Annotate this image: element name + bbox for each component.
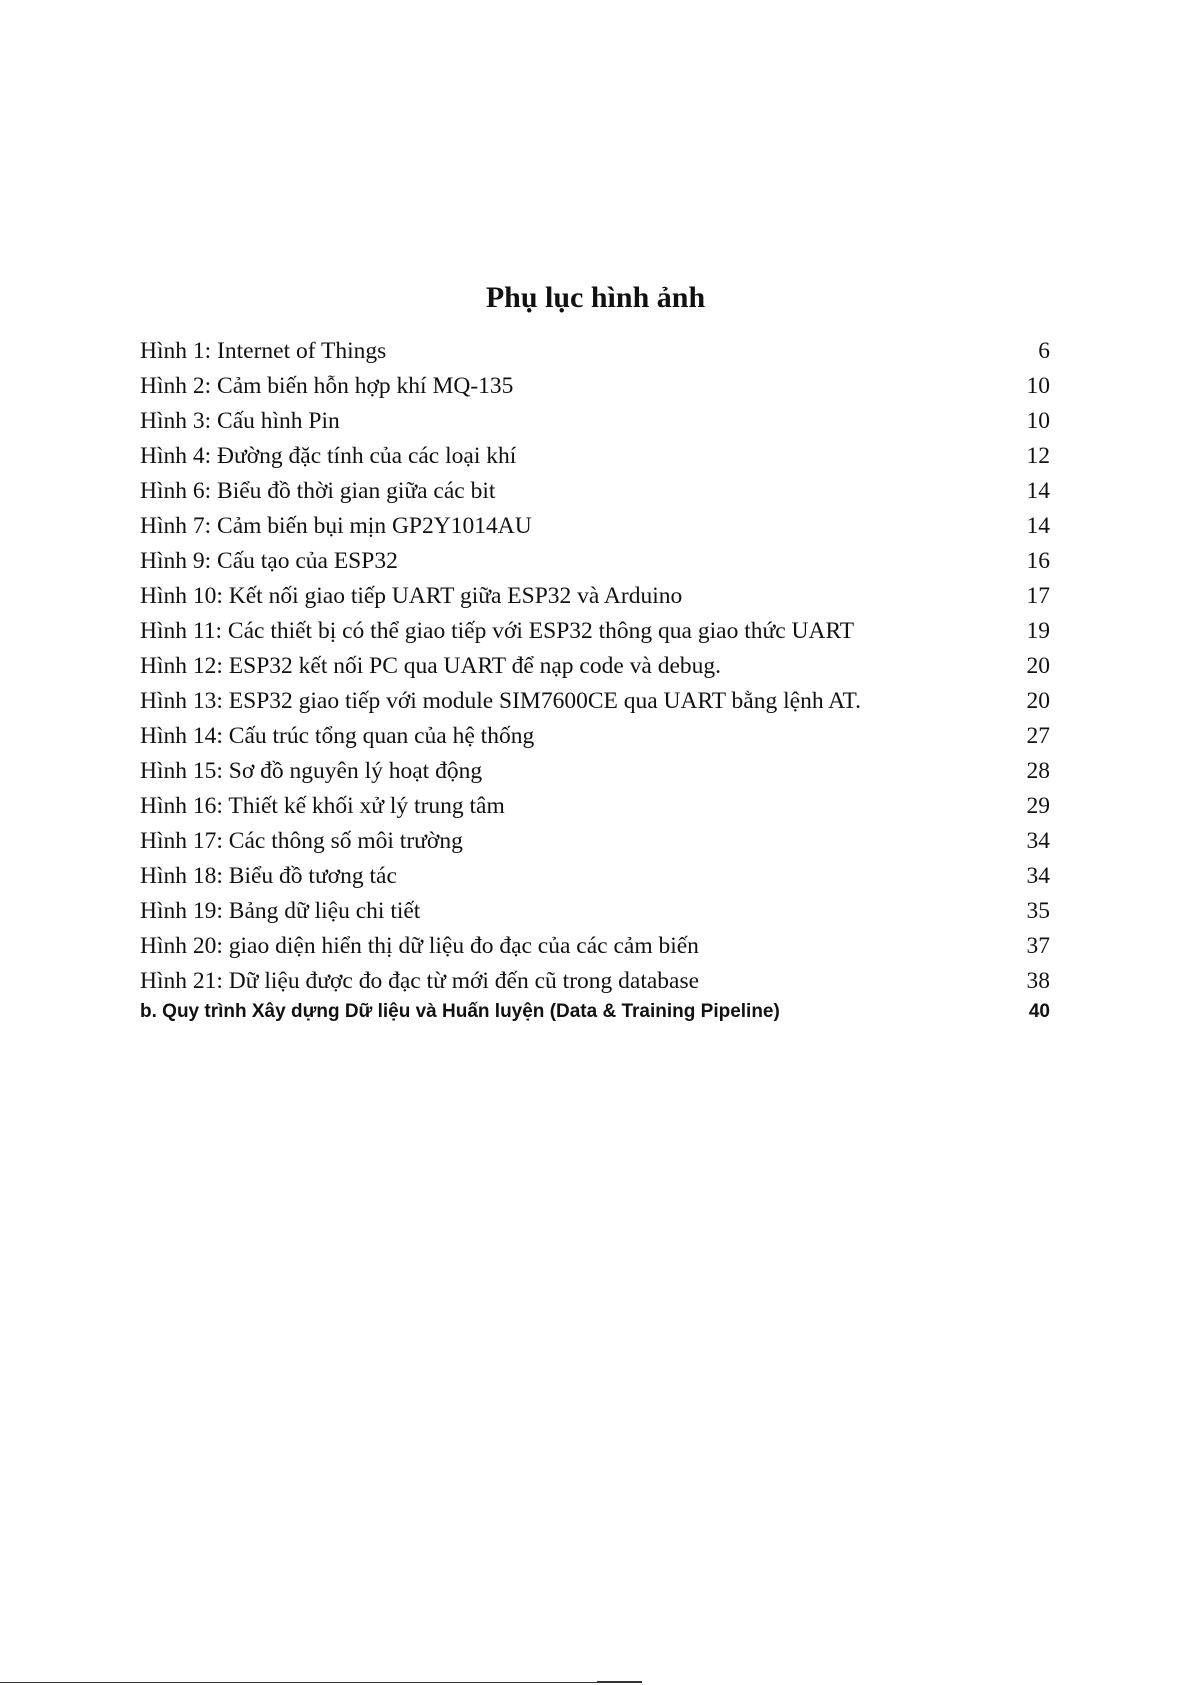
list-item[interactable]	[140, 579, 1050, 614]
entry-label: Hình 4: Đường đặc tính của các loại khí	[140, 443, 517, 469]
entry-page-number: 10	[1026, 408, 1050, 434]
entry-page-number: 17	[1026, 583, 1050, 609]
entry-label: Hình 16: Thiết kế khối xử lý trung tâm	[140, 793, 505, 819]
entry-page-number: 34	[1026, 863, 1050, 889]
entry-label: Hình 2: Cảm biến hỗn hợp khí MQ-135	[140, 373, 514, 399]
entry-label: Hình 17: Các thông số môi trường	[140, 828, 463, 854]
footer-divider	[0, 1682, 640, 1683]
entry-page-number: 34	[1026, 828, 1050, 854]
entry-page-number: 35	[1026, 898, 1050, 924]
list-item[interactable]	[140, 474, 1050, 509]
entry-label: Hình 20: giao diện hiển thị dữ liệu đo đạc của các cảm biến	[140, 933, 699, 959]
entry-page-number: 28	[1026, 758, 1050, 784]
entry-label: Hình 21: Dữ liệu được đo đạc từ mới đến cũ trong database	[140, 968, 700, 994]
entry-label: Hình 12: ESP32 kết nối PC qua UART để nạp code và debug.	[140, 653, 722, 679]
list-item[interactable]	[140, 439, 1050, 474]
list-item[interactable]	[140, 719, 1050, 754]
entry-page-number: 6	[1038, 338, 1050, 364]
entry-page-number: 10	[1026, 373, 1050, 399]
list-item[interactable]	[140, 754, 1050, 789]
list-item[interactable]	[140, 614, 1050, 649]
entry-label: Hình 7: Cảm biến bụi mịn GP2Y1014AU	[140, 513, 532, 539]
section-entry[interactable]	[140, 999, 1050, 1025]
entry-label: Hình 14: Cấu trúc tổng quan của hệ thống	[140, 723, 535, 749]
entry-page-number: 20	[1026, 688, 1050, 714]
entry-page-number: 14	[1026, 478, 1050, 504]
entry-page-number: 38	[1026, 968, 1050, 994]
list-item[interactable]	[140, 334, 1050, 369]
entry-page-number: 14	[1026, 513, 1050, 539]
list-item[interactable]	[140, 509, 1050, 544]
entry-label: Hình 10: Kết nối giao tiếp UART giữa ESP32 và Arduino	[140, 583, 683, 609]
entry-page-number: 29	[1026, 793, 1050, 819]
entry-label: Hình 9: Cấu tạo của ESP32	[140, 548, 398, 574]
figure-list	[140, 334, 1050, 1025]
entry-label: Hình 18: Biểu đồ tương tác	[140, 863, 397, 889]
page-title: Phụ lục hình ảnh	[485, 281, 706, 314]
entry-label: Hình 11: Các thiết bị có thể giao tiếp với ESP32 thông qua giao thức UART	[140, 618, 855, 644]
footer-divider-mark	[597, 1681, 642, 1683]
section-entry-page-number: 40	[1028, 1001, 1050, 1022]
list-item[interactable]	[140, 544, 1050, 579]
list-item[interactable]	[140, 894, 1050, 929]
entry-page-number: 16	[1026, 548, 1050, 574]
entry-label: Hình 1: Internet of Things	[140, 338, 387, 364]
list-item[interactable]	[140, 404, 1050, 439]
entry-label: Hình 13: ESP32 giao tiếp với module SIM7600CE qua UART bằng lệnh AT.	[140, 688, 861, 714]
entry-page-number: 20	[1026, 653, 1050, 679]
entry-page-number: 37	[1026, 933, 1050, 959]
list-item[interactable]	[140, 789, 1050, 824]
entry-label: Hình 19: Bảng dữ liệu chi tiết	[140, 898, 421, 924]
list-item[interactable]	[140, 824, 1050, 859]
entry-page-number: 12	[1026, 443, 1050, 469]
entry-label: Hình 15: Sơ đồ nguyên lý hoạt động	[140, 758, 483, 784]
entry-page-number: 19	[1026, 618, 1050, 644]
list-item[interactable]	[140, 684, 1050, 719]
entry-label: Hình 6: Biểu đồ thời gian giữa các bit	[140, 478, 496, 504]
list-item[interactable]	[140, 929, 1050, 964]
entry-label: Hình 3: Cấu hình Pin	[140, 408, 340, 434]
list-item[interactable]	[140, 369, 1050, 404]
list-item[interactable]	[140, 649, 1050, 684]
list-item[interactable]	[140, 964, 1050, 999]
list-item[interactable]	[140, 859, 1050, 894]
entry-page-number: 27	[1026, 723, 1050, 749]
section-entry-label: b. Quy trình Xây dựng Dữ liệu và Huấn luyện (Data & Training Pipeline)	[140, 1001, 780, 1022]
